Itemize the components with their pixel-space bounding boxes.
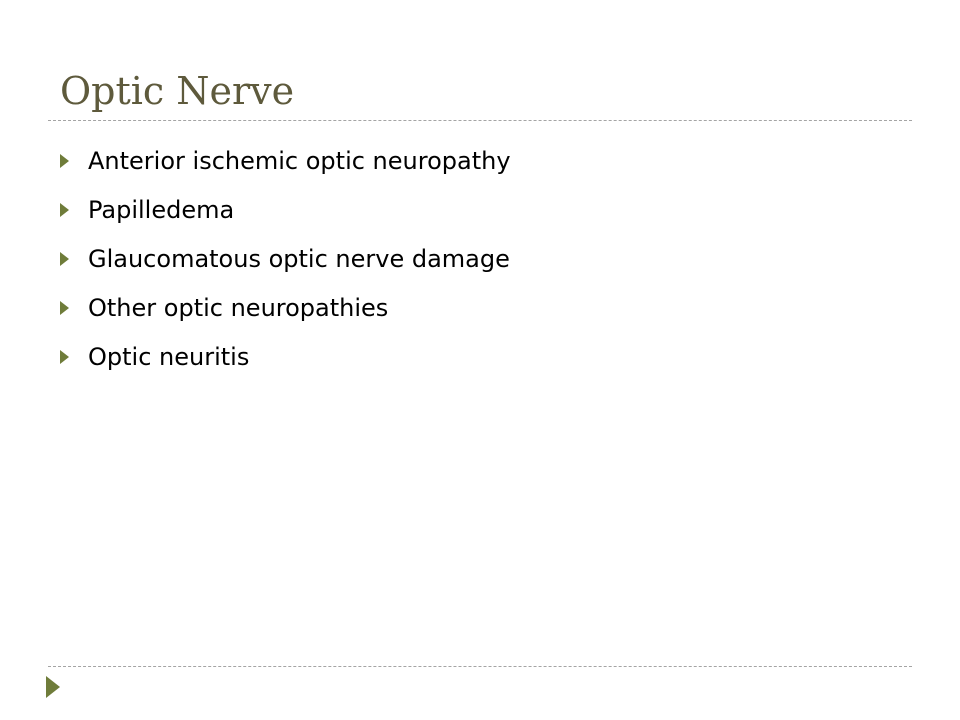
bullet-text: Other optic neuropathies [88, 293, 389, 322]
bullet-item [60, 234, 511, 283]
bullet-text: Anterior ischemic optic neuropathy [88, 146, 511, 175]
bullet-list [60, 136, 511, 381]
slide-title: Optic Nerve [60, 69, 295, 113]
triangle-right-icon [60, 154, 69, 168]
triangle-right-icon [60, 203, 69, 217]
triangle-right-icon [60, 301, 69, 315]
bullet-text: Optic neuritis [88, 342, 250, 371]
triangle-right-icon [60, 350, 69, 364]
triangle-right-icon [60, 252, 69, 266]
triangle-right-icon[interactable] [46, 676, 60, 698]
bullet-text: Glaucomatous optic nerve damage [88, 244, 510, 273]
bullet-text: Papilledema [88, 195, 235, 224]
bullet-item [60, 283, 511, 332]
bullet-item [60, 332, 511, 381]
bullet-item [60, 136, 511, 185]
bullet-item [60, 185, 511, 234]
footer-divider [48, 666, 912, 667]
title-divider [48, 120, 912, 121]
